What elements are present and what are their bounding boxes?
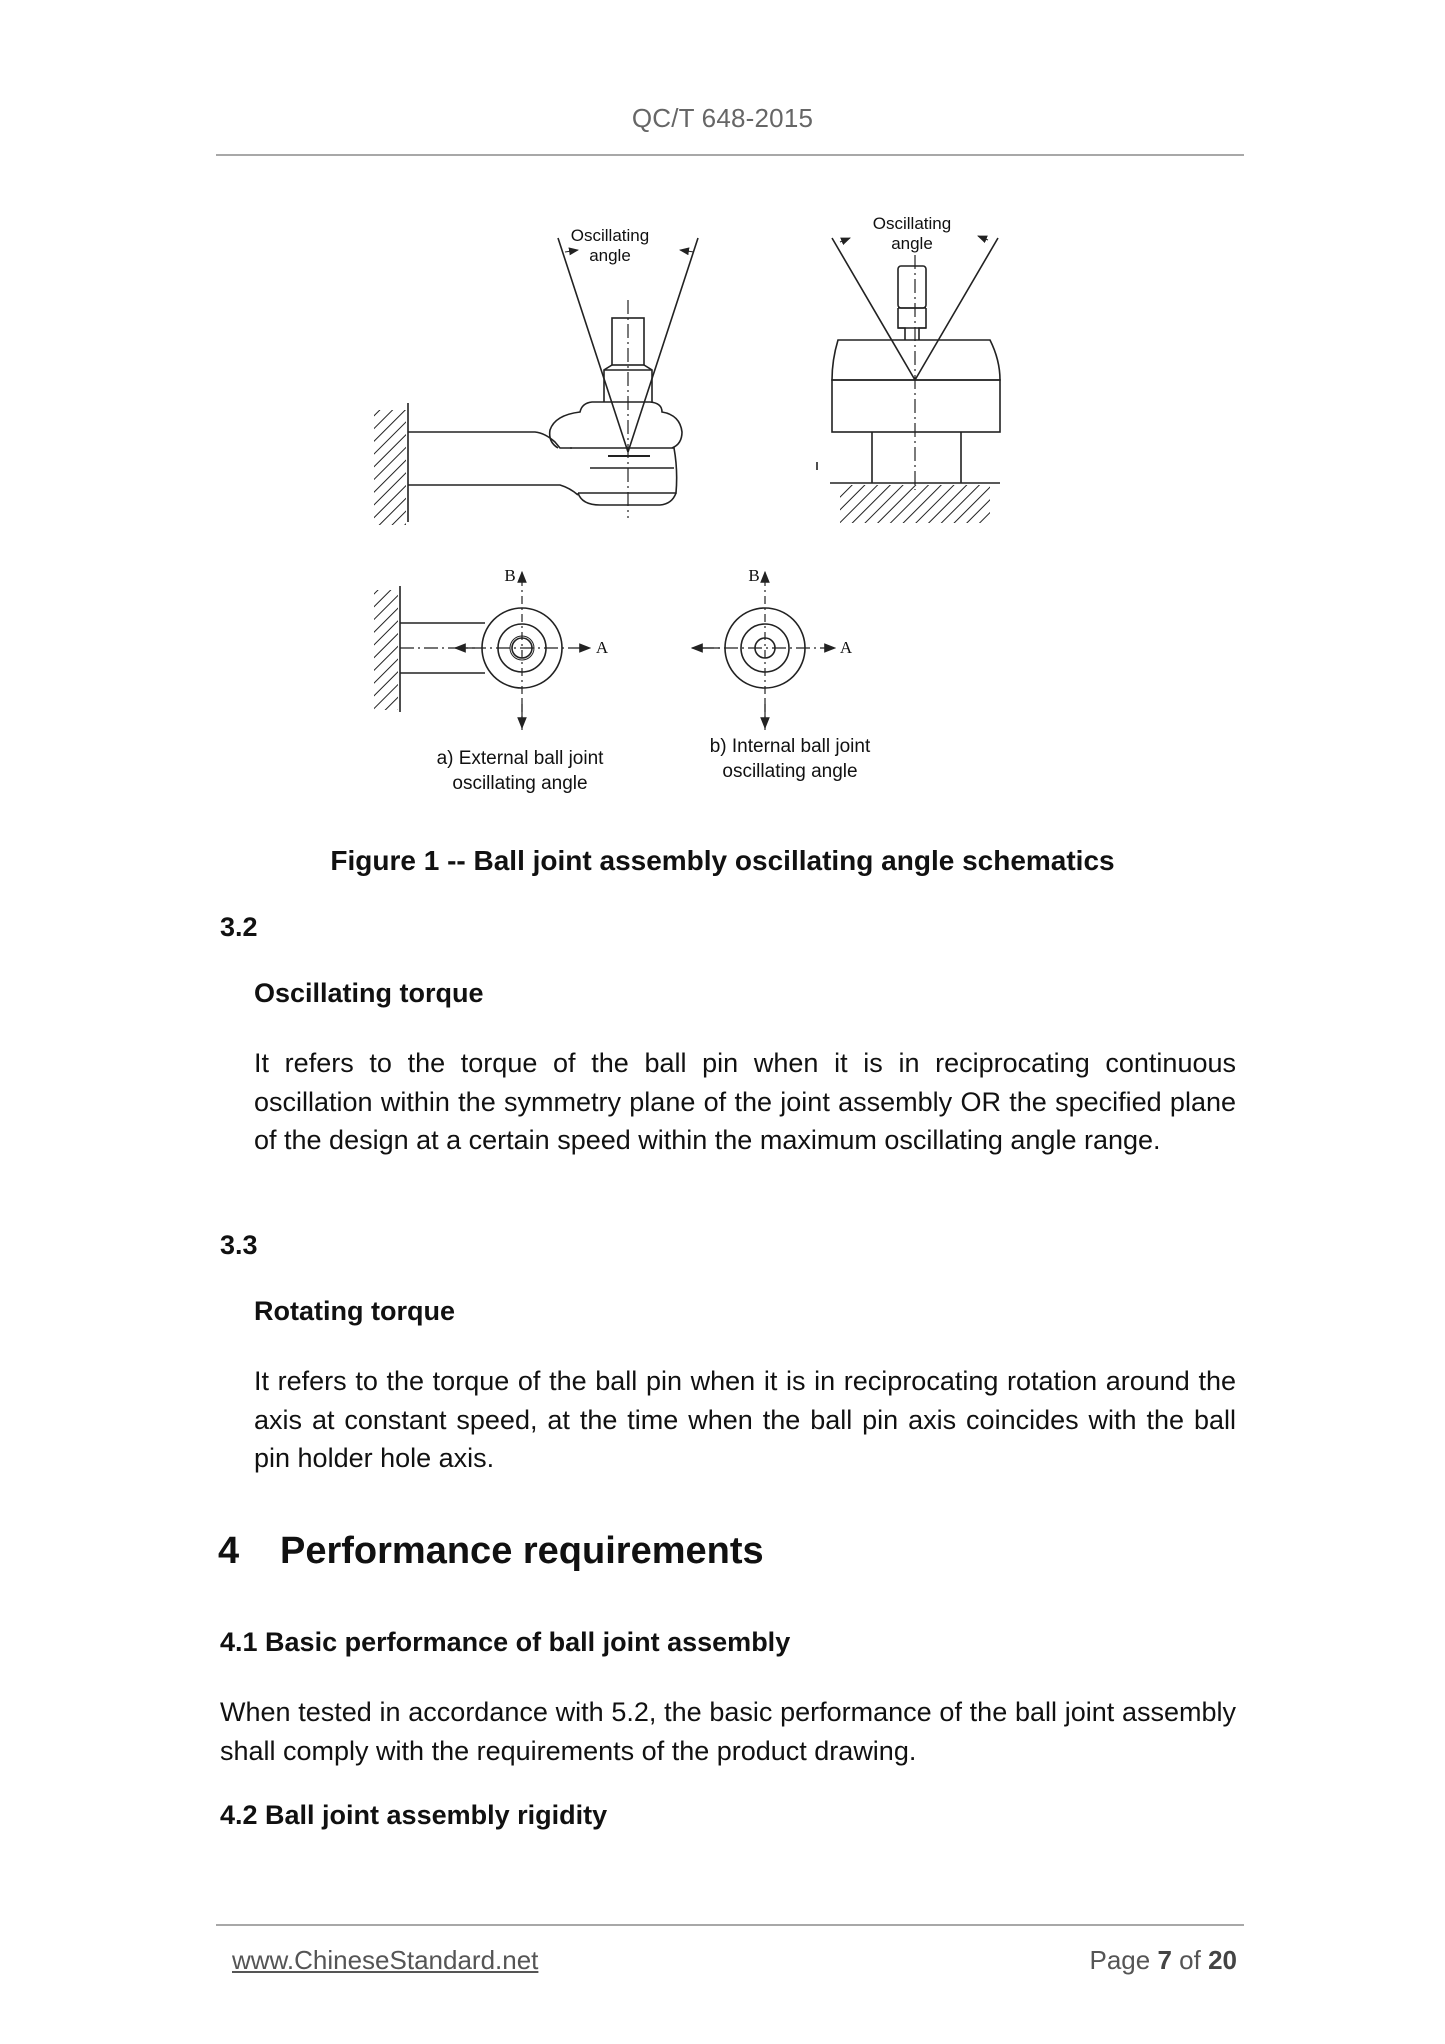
figure-1 bbox=[360, 200, 1100, 820]
definition-oscillating-torque: It refers to the torque of the ball pin when it is in reciprocating continuous oscillation within the symmetry plane of the joint assembly OR the specified plane of the design at a certain speed within the maximum oscillating angle range. bbox=[254, 1048, 1236, 1155]
footer-divider bbox=[216, 1924, 1244, 1926]
panel-a-angle-label: Oscillating angle bbox=[570, 226, 650, 265]
panel-b-caption: b) Internal ball joint oscillating angle bbox=[709, 736, 871, 782]
header-divider bbox=[216, 154, 1244, 156]
term-rotating-torque: Rotating torque bbox=[254, 1296, 455, 1326]
ball-joint-schematic-drawing bbox=[360, 200, 1100, 820]
website-link[interactable]: www.ChineseStandard.net bbox=[232, 1945, 539, 1975]
subsection-text-4-1: When tested in accordance with 5.2, the basic performance of the ball joint assembly shall comply with the requirements of the product drawing. bbox=[220, 1697, 1236, 1766]
page-indicator: Page 7 of 20 bbox=[1089, 1945, 1237, 1975]
figure-caption: Figure 1 -- Ball joint assembly oscillating angle schematics bbox=[330, 845, 1115, 876]
external-joint-top-view bbox=[374, 572, 590, 730]
definition-rotating-torque: It refers to the torque of the ball pin when it is in reciprocating rotation around the axis at constant speed, at the time when the ball pin axis coincides with the ball pin holder hole axis. bbox=[254, 1366, 1236, 1473]
internal-joint-top-view bbox=[692, 572, 835, 730]
section-number: 4 bbox=[218, 1530, 240, 1572]
subsection-heading-4-2: 4.2 Ball joint assembly rigidity bbox=[220, 1800, 608, 1830]
panel-a-axis-a-label: A bbox=[595, 638, 609, 657]
section-heading-4 bbox=[218, 1530, 764, 1573]
external-joint-side-view bbox=[374, 238, 698, 525]
panel-b-axis-b-label: B bbox=[748, 566, 760, 585]
section-title: Performance requirements bbox=[280, 1530, 764, 1572]
current-page: 7 bbox=[1157, 1945, 1172, 1975]
subsection-heading-4-1: 4.1 Basic performance of ball joint assembly bbox=[220, 1627, 791, 1657]
total-pages: 20 bbox=[1208, 1945, 1237, 1975]
panel-b-angle-label: Oscillating angle bbox=[872, 214, 952, 253]
panel-a-axis-b-label: B bbox=[504, 566, 516, 585]
panel-b-axis-a-label: A bbox=[839, 638, 853, 657]
internal-joint-side-view bbox=[817, 236, 1000, 523]
panel-a-caption: a) External ball joint oscillating angle bbox=[436, 748, 604, 794]
clause-number-3-2: 3.2 bbox=[220, 912, 258, 942]
clause-number-3-3: 3.3 bbox=[220, 1230, 258, 1260]
term-oscillating-torque: Oscillating torque bbox=[254, 978, 484, 1008]
document-id-header: QC/T 648-2015 bbox=[631, 103, 814, 133]
